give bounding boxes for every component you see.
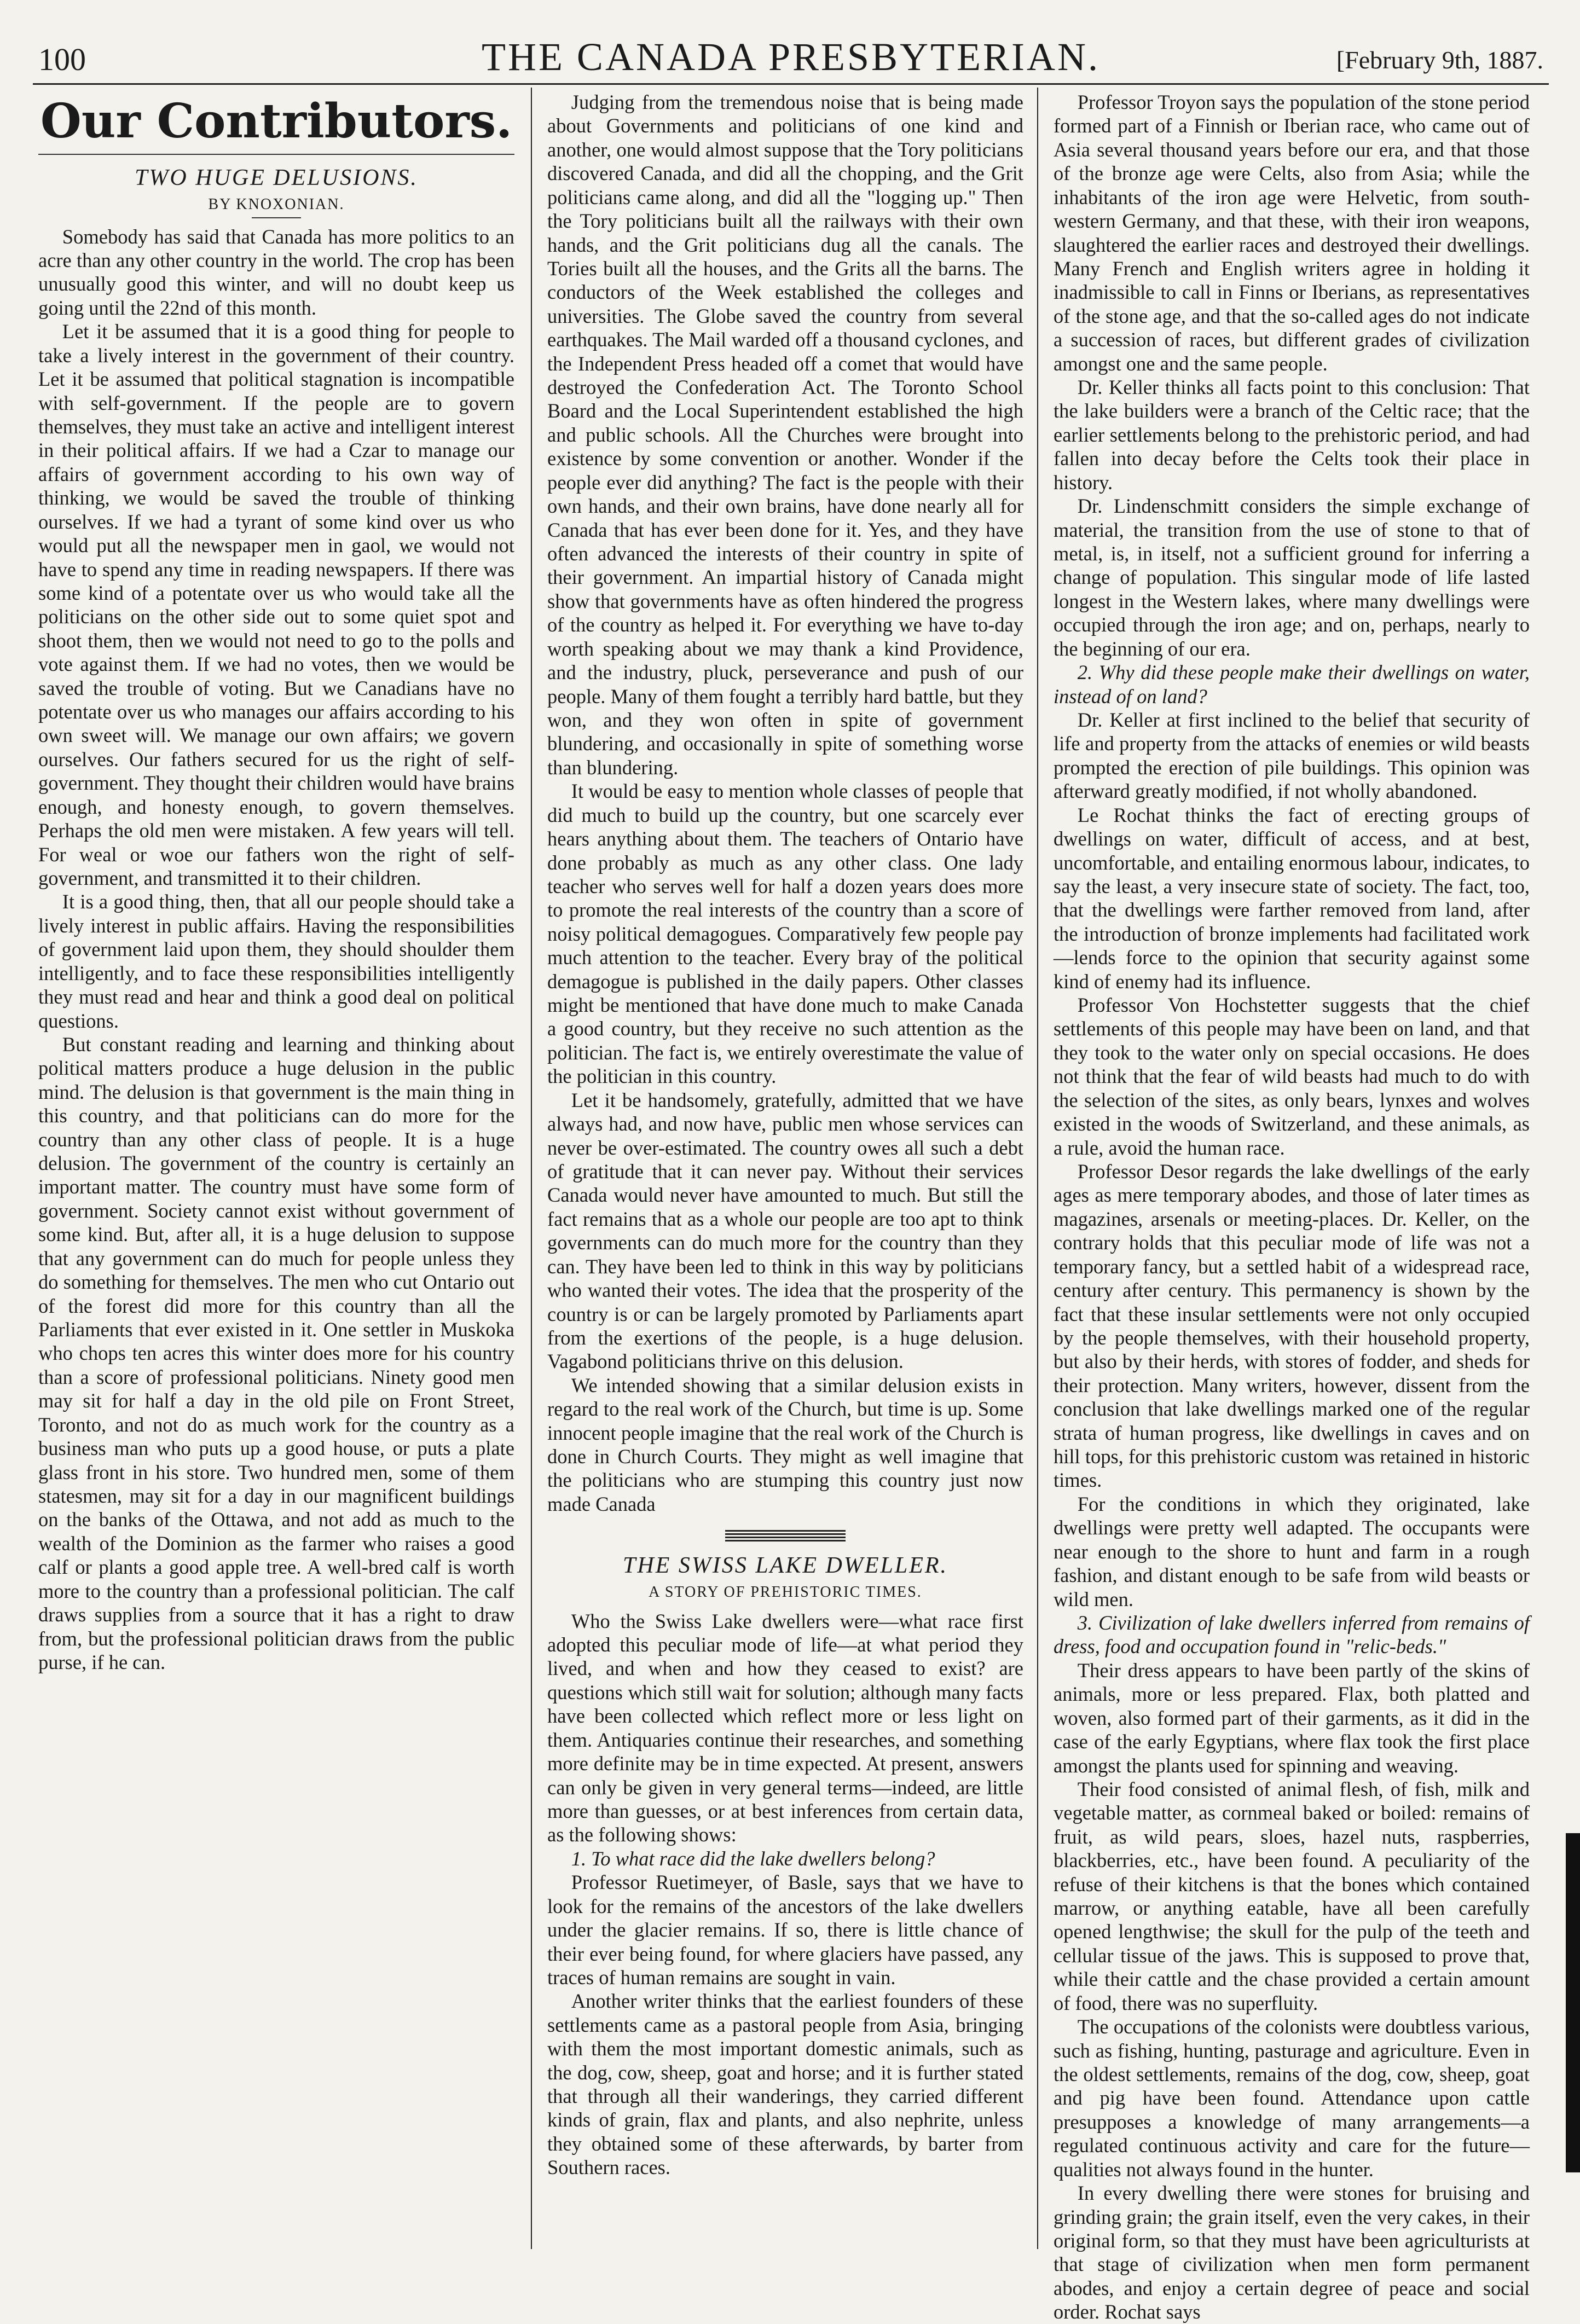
article-paragraph: But constant reading and learning and thinking about political matters produce a huge delusion in the public mind. The delusion is that government is the main thing in this country, and that politicians can do more for the country than any other class of people. It is a huge delusion. The government of the country is certainly an important matter. The country must have some form of government. Society cannot exist without government of some kind. But, after all, it is a huge delusion to suppose that any government can do much for people unless they do something for themselves. The men who cut Ontario out of the forest did more for this country than all the Parliaments that ever existed in it. One settler in Muskoka who chops ten acres this winter does more for his country than a score of professional politicians. Ninety good men may sit for half a day in the old pile on Front Street, Toronto, and not do as much work for the country as a business man who puts up a good house, or puts a plate glass front in his store. Two hundred men, some of them statesmen, may sit for a day in our magnificent buildings on the banks of the Ottawa, and not add as much to the wealth of the Dominion as the farmer who raises a good calf or plants a good apple tree. A well-bred calf is worth more to the country than a professional politician. The calf draws supplies from a source that it has a right to draw from, but the professional politician draws from the public purse, if he can. [38,1033,514,1673]
article-paragraph: Professor Desor regards the lake dwellings of the early ages as mere temporary abodes, and those of later times as magazines, arsenals or meeting-places. Dr. Keller, on the contrary holds that this peculiar mode of life was not a temporary fancy, but a settled habit of a widespread race, century after century. This permanency is shown by the fact that these insular settlements were not only occupied by the people themselves, with their household property, but also by their herds, with stores of fodder, and sheds for their protection. Many writers, however, dissent from the conclusion that lake dwellings marked one of the regular strata of human progress, like dwellings in caves and on hill tops, for this prehistoric custom was retained in historic times. [1054,1160,1530,1492]
article-paragraph: It would be easy to mention whole classes of people that did much to build up the country, but one scarcely ever hears anything about them. The teachers of Ontario have done probably as much as any other class. One lady teacher who serves well for half a dozen years does more to promote the real interests of the country than a score of noisy political demagogues. Comparatively few people pay much attention to the teacher. Every bray of the political demagogue is published in the daily papers. Other classes might be mentioned that have done much to make Canada a good country, but they receive no such attention as the politician. The fact is, we entirely overestimate the value of the politician in this country. [547,780,1023,1088]
article-paragraph: Who the Swiss Lake dwellers were—what race first adopted this peculiar mode of life—at what period they lived, and when and how they ceased to exist? are questions which still wait for solution; although many facts have been collected which reflect more or less light on them. Antiquaries continue their researches, and something more definite may be in time expected. At present, answers can only be given in very general terms—indeed, are little more than guesses, or at best inferences from certain data, as the following shows: [547,1609,1023,1846]
article-title: TWO HUGE DELUSIONS. [135,165,418,191]
page-header [38,30,1543,79]
article-paragraph: Dr. Lindenschmitt considers the simple exchange of material, the transition from the use of stone to that of metal, is, in itself, not a sufficient ground for inferring a change of population. This singular mode of life lasted longest in the Western lakes, where many dwellings were occupied through the iron age; and on, perhaps, nearly to the beginning of our era. [1054,495,1530,660]
column-2 [547,90,1023,2246]
scan-edge-bar [1566,1833,1580,2172]
section-rule [38,154,514,155]
article-paragraph: Professor Von Hochstetter suggests that the chief settlements of this people may have been on land, and that they took to the water only on special occasions. He does not think that the fear of wild beasts had much to do with the selection of the sites, as only bears, lynxes and wolves existed in the woods of Switzerland, and these animals, as a rule, avoid the human race. [1054,994,1530,1159]
column-1 [38,90,514,2246]
column-rule-2 [1037,88,1038,2249]
article-paragraph: In every dwelling there were stones for bruising and grinding grain; the grain itself, even the very cakes, in their original form, so that they must have been agriculturists at that stage of civilization when men form permanent abodes, and enjoy a certain degree of peace and social order. Rochat says [1054,2182,1530,2323]
issue-date: [February 9th, 1887. [1336,46,1543,74]
article-paragraph: We intended showing that a similar delusion exists in regard to the real work of the Church, but time is up. Some innocent people imagine that the real work of the Church is done in Church Courts. They might as well imagine that the politicians who are stumping this country just now made Canada [547,1373,1023,1515]
masthead: THE CANADA PRESBYTERIAN. [481,35,1101,79]
article-paragraph: Let it be assumed that it is a good thing for people to take a lively interest in the government of their country. Let it be assumed that political stagnation is incompatible with self-government. If the people are to govern themselves, they must take an active and intelligent interest in their political affairs. If we had a Czar to manage our affairs of government according to his own way of thinking, we would be saved the trouble of thinking ourselves. If we had a tyrant of some kind over us who would put all the newspaper men in gaol, we would not have to spend any time in reading newspapers. If there was some kind of a potentate over us who would take all the politicians on the other side out to some quiet spot and shoot them, then we would not need to go to the polls and vote against them. If we had no votes, then we would be saved the trouble of voting. But we Canadians have no potentate over us who manages our affairs according to his own sweet will. We manage our own affairs; we govern ourselves. Our fathers secured for us the right of self-government. They thought their children would have brains enough, and honesty enough, to govern themselves. Perhaps the old men were mistaken. A few years will tell. For weal or woe our fathers won the right of self-government, and transmitted it to their children. [38,320,514,889]
article-body [38,225,514,1674]
question-heading: 1. To what race did the lake dwellers belong? [571,1847,935,1870]
article-byline: BY KNOXONIAN. [208,196,345,213]
column-3 [1054,90,1530,2323]
article-title: THE SWISS LAKE DWELLER. [623,1553,948,1579]
article-paragraph: Dr. Keller at first inclined to the belief that security of life and property from the attacks of enemies or wild beasts prompted the erection of pile buildings. This opinion was afterward greatly modified, if not wholly abandoned. [1054,708,1530,803]
section-heading: Our Contributors. [40,94,513,149]
page-number: 100 [38,42,86,77]
article-paragraph: Professor Ruetimeyer, of Basle, says that we have to look for the remains of the ancestors of the lake dwellers under the glacier remains. If so, there is little chance of their ever being found, for where glaciers have passed, any traces of human remains are sought in vain. [547,1871,1023,1989]
article-paragraph: Somebody has said that Canada has more politics to an acre than any other country in the world. The crop has been unusually good this winter, and will no doubt keep us going until the 22nd of this month. [38,225,514,319]
article-paragraph: Dr. Keller thinks all facts point to this conclusion: That the lake builders were a branch of the Celtic race; that the earlier settlements belong to the prehistoric period, and had fallen into decay before the Celts took their place in history. [1054,376,1530,494]
article-paragraph: For the conditions in which they originated, lake dwellings were pretty well adapted. The occupants were near enough to the shore to hunt and farm in a rough fashion, and distant enough to be safe from wild beasts or wild men. [1054,1492,1530,1610]
question-heading: 2. Why did these people make their dwellings on water, instead of on land? [1054,661,1530,708]
question-heading: 3. Civilization of lake dwellers inferred from remains of dress, food and occupation found in "relic-beds." [1054,1612,1530,1658]
article-paragraph: Professor Troyon says the population of the stone period formed part of a Finnish or Iberian race, who came out of Asia several thousand years before our era, and that those of the bronze age were Celts, also from Asia; while the inhabitants of the iron age were Helvetic, from south-western Germany, and that these, with their iron weapons, slaughtered the earlier races and destroyed their dwellings. Many French and English writers agree in holding it inadmissible to call in Finns or Iberians, as representatives of the stone age, and that the so-called ages do not indicate a succession of races, but different grades of civilization amongst one and the same people. [1054,91,1530,375]
article-paragraph: The occupations of the colonists were doubtless various, such as fishing, hunting, pasturage and agriculture. Even in the oldest settlements, remains of the dog, cow, sheep, goat and pig have been found. Attendance upon cattle presupposes a knowledge of many arrangements—a regulated continuous activity and care for the future—qualities not always found in the hunter. [1054,2015,1530,2181]
article-paragraph: Let it be handsomely, gratefully, admitted that we have always had, and now have, public men whose services can never be over-estimated. The country owes all such a debt of gratitude that it can never pay. Without their services Canada would never have amounted to much. But still the fact remains that as a whole our people are too apt to think governments can do much more for the country than they can. They have been led to think in this way by politicians who wanted their votes. The idea that the prosperity of the country is or can be largely promoted by Parliaments apart from the exertions of the people, is a huge delusion. Vagabond politicians thrive on this delusion. [547,1088,1023,1373]
article-paragraph: Their food consisted of animal flesh, of fish, milk and vegetable matter, as cornmeal baked or boiled: remains of fruit, as wild pears, sloes, hazel nuts, raspberries, blackberries, etc., have been found. A peculiarity of the refuse of their kitchens is that the bones which contained marrow, or anything eatable, have all been carefully opened lengthwise; the skull for the pulp of the teeth and cellular tissue of the jaws. This is supposed to prove that, while their cattle and the chase provided a certain amount of food, there was no superfluity. [1054,1777,1530,2014]
header-rule [33,83,1549,85]
article-paragraph: Another writer thinks that the earliest founders of these settlements came as a pastoral people from Asia, bringing with them the most important domestic animals, such as the dog, cow, sheep, goat and horse; and it is further stated that through all their wanderings, they carried different kinds of grain, flax and plants, and also nephrite, unless they obtained some of these afterwards, by barter from Southern races. [547,1990,1023,2179]
article-paragraph: Judging from the tremendous noise that is being made about Governments and politicians of one kind and another, one would almost suppose that the Tory politicians discovered Canada, and did all the chopping, and the Grit politicians came along, and did all the "logging up." Then the Tory politicians built all the railways with their own hands, and the Grit politicians dug all the canals. The Tories built all the houses, and the Grits all the barns. The conductors of the Week established the colleges and universities. The Globe saved the country from several earthquakes. The Mail warded off a thousand cyclones, and the Independent Press headed off a comet that would have destroyed the Confederation Act. The Toronto School Board and the Local Superintendent established the high and public schools. All the Churches were brought into existence by some convention or another. Wonder if the people ever did anything? The fact is the people with their own hands, and their own brains, have done nearly all for Canada that has ever been done for it. Yes, and they have often advanced the interests of their country in spite of their government. An impartial history of Canada might show that governments have as often hindered the progress of the country as helped it. For everything we have to-day worth speaking about we may thank a kind Providence, and the industry, pluck, perseverance and push of our people. Many of them fought a terribly hard battle, but they won, and they won often in spite of government blundering, and occasionally in spite of something worse than blundering. [547,91,1023,779]
column-rule-1 [531,88,532,2249]
article-paragraph: It is a good thing, then, that all our people should take a lively interest in public affairs. Having the responsibilities of government laid upon them, they should shoulder them intelligently, and to face these responsibilities intelligently they must read and hear and think a good deal on political questions. [38,890,514,1032]
article-divider [725,1530,846,1541]
article-paragraph: Le Rochat thinks the fact of erecting groups of dwellings on water, difficult of access, and at best, uncomfortable, and entailing enormous labour, indicates, to say the least, a very insecure state of society. The fact, too, that the dwellings were farther removed from land, after the introduction of bronze implements had facilitated work—lends force to the opinion that security against some kind of enemy had its influence. [1054,803,1530,993]
article-subtitle: A STORY OF PREHISTORIC TIMES. [649,1584,922,1601]
article-paragraph: Their dress appears to have been partly of the skins of animals, more or less prepared. Flax, both platted and woven, also formed part of their garments, as it did in the case of the early Egyptians, where flax took the first place amongst the plants used for spinning and weaving. [1054,1659,1530,1777]
byline-rule [252,217,301,218]
